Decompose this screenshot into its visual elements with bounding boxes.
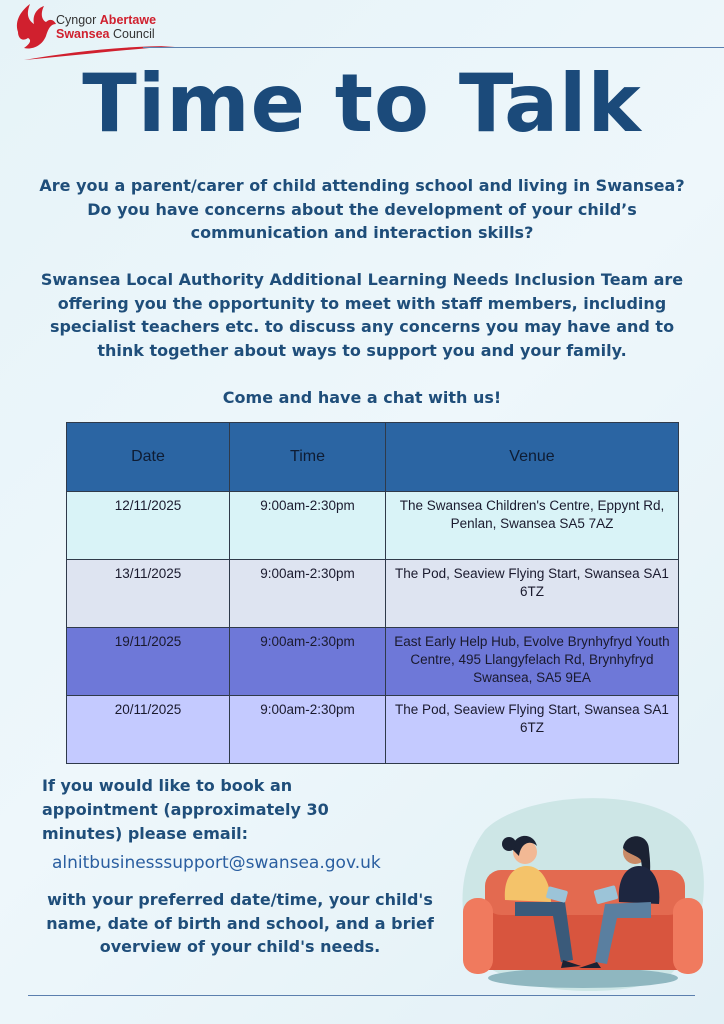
header-date: Date (67, 423, 230, 492)
cell-date: 12/11/2025 (67, 492, 230, 560)
top-divider (143, 47, 724, 48)
cell-time: 9:00am-2:30pm (230, 628, 386, 696)
email-link[interactable]: alnitbusinesssupport@swansea.gov.uk (52, 853, 381, 873)
bottom-divider (28, 995, 695, 996)
booking-text: If you would like to book an appointment (approximately 30 minutes) please email: (42, 776, 329, 843)
phoenix-icon (10, 2, 180, 62)
sessions-table (66, 422, 679, 764)
svg-text:Swansea Council: Swansea Council (56, 27, 155, 41)
cell-date: 13/11/2025 (67, 560, 230, 628)
swansea-council-logo (10, 2, 180, 62)
table-row (67, 492, 679, 560)
chat-text: Come and have a chat with us! (222, 388, 502, 407)
cell-date: 19/11/2025 (67, 628, 230, 696)
table-row (67, 628, 679, 696)
cell-time: 9:00am-2:30pm (230, 696, 386, 764)
svg-text:Cyngor Abertawe: Cyngor Abertawe (56, 13, 157, 27)
intro-text: Are you a parent/carer of child attending school and living in Swansea? Do you have concerns about the development of your child’s communication and interaction skills? (39, 176, 685, 242)
cell-venue: The Pod, Seaview Flying Start, Swansea SA1 6TZ (386, 560, 679, 628)
two-people-talking-illustration (455, 790, 710, 995)
table-row (67, 560, 679, 628)
page-title: Time to Talk (82, 57, 642, 150)
offer-text: Swansea Local Authority Additional Learning Needs Inclusion Team are offering you the opportunity to meet with staff members, including specialist teachers etc. to discuss any concerns you may have and to think together about ways to support you and your family. (40, 270, 684, 360)
cell-venue: The Pod, Seaview Flying Start, Swansea SA1 6TZ (386, 696, 679, 764)
cell-date: 20/11/2025 (67, 696, 230, 764)
header-time: Time (230, 423, 386, 492)
details-text: with your preferred date/time, your child's name, date of birth and school, and a brief overview of your child's needs. (46, 890, 434, 956)
cell-time: 9:00am-2:30pm (230, 492, 386, 560)
cell-time: 9:00am-2:30pm (230, 560, 386, 628)
cell-venue: The Swansea Children's Centre, Eppynt Rd, Penlan, Swansea SA5 7AZ (386, 492, 679, 560)
table-row (67, 696, 679, 764)
cell-venue: East Early Help Hub, Evolve Brynhyfryd Youth Centre, 495 Llangyfelach Rd, Brynhyfryd Swansea, SA5 9EA (386, 628, 679, 696)
header-venue: Venue (386, 423, 679, 492)
table-header-row (67, 423, 679, 492)
